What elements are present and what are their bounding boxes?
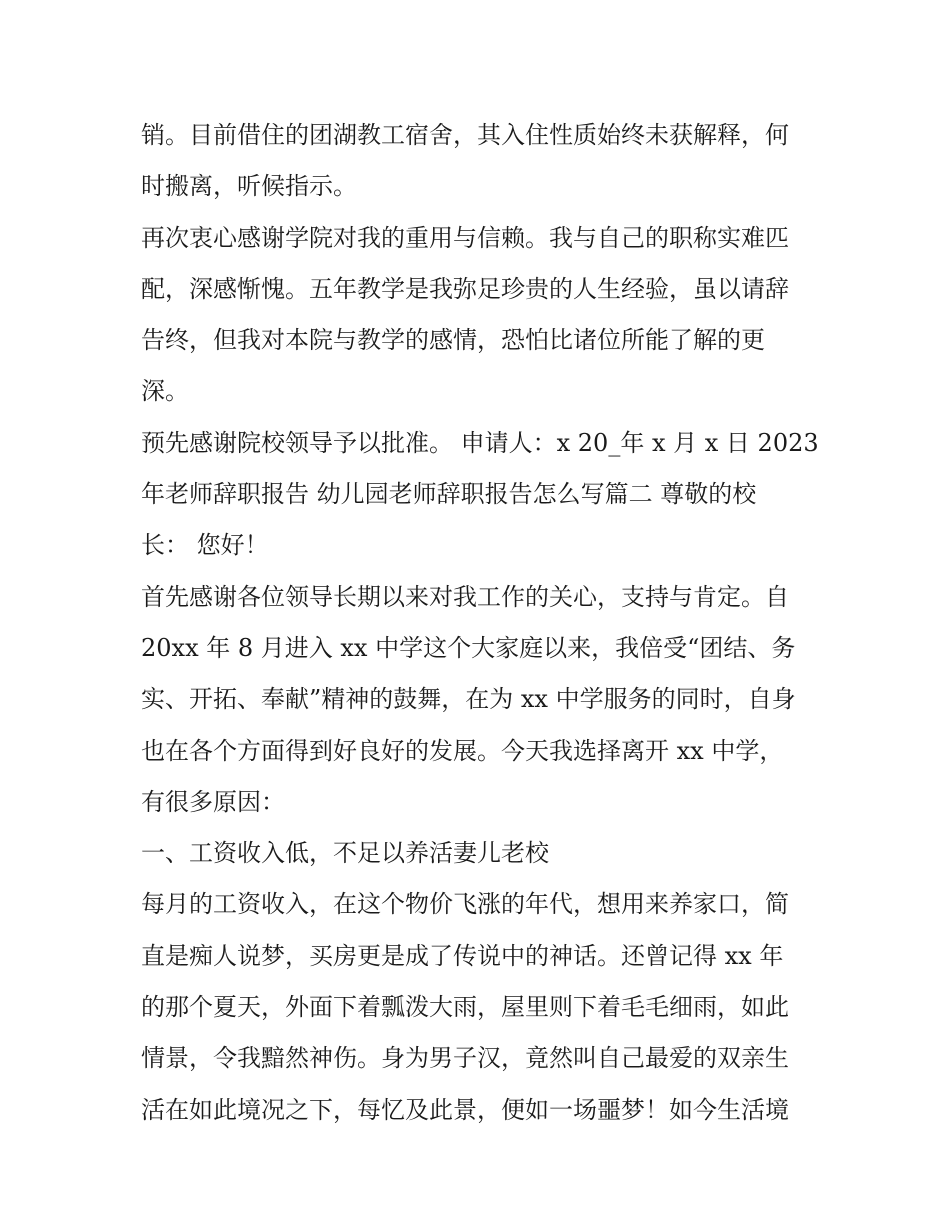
text-line: 配，深感惭愧。五年教学是我弥足珍贵的人生经验，虽以请辞 <box>141 274 789 303</box>
text-line: 直是痴人说梦，买房更是成了传说中的神话。还曾记得 xx 年 <box>141 941 784 970</box>
text-line: 情景，令我黯然神伤。身为男子汉，竟然叫自己最爱的双亲生 <box>141 1044 789 1073</box>
text-line: 深。 <box>141 377 189 406</box>
text-line: 的那个夏天，外面下着瓢泼大雨，屋里则下着毛毛细雨，如此 <box>141 993 789 1022</box>
text-line: 时搬离，听候指示。 <box>141 172 357 201</box>
text-line: 告终，但我对本院与教学的感情，恐怕比诸位所能了解的更 <box>141 326 765 355</box>
text-line: 实、开拓、奉献”精神的鼓舞，在为 xx 中学服务的同时，自身 <box>141 685 796 714</box>
text-line: 一、工资收入低，不足以养活妻儿老校 <box>141 839 549 868</box>
text-line: 有很多原因： <box>141 787 285 816</box>
text-line: 也在各个方面得到好良好的发展。今天我选择离开 xx 中学， <box>141 736 784 765</box>
text-line: 再次衷心感谢学院对我的重用与信赖。我与自己的职称实难匹 <box>141 223 789 252</box>
document-body <box>141 110 819 1136</box>
text-line: 长： 您好！ <box>141 531 269 560</box>
text-line: 首先感谢各位领导长期以来对我工作的关心，支持与肯定。自 <box>141 582 789 611</box>
text-line: 年老师辞职报告 幼儿园老师辞职报告怎么写篇二 尊敬的校 <box>141 480 757 509</box>
text-line: 每月的工资收入，在这个物价飞涨的年代，想用来养家口，简 <box>141 890 789 919</box>
text-line: 销。目前借住的团湖教工宿舍，其入住性质始终未获解释，何 <box>141 121 789 149</box>
text-line: 预先感谢院校领导予以批准。 申请人：x 20_年 x 月 x 日 2023 <box>141 428 819 457</box>
text-line: 活在如此境况之下，每忆及此景，便如一场噩梦！如今生活境 <box>141 1095 789 1124</box>
text-line: 20xx 年 8 月进入 xx 中学这个大家庭以来，我倍受“团结、务 <box>141 633 796 662</box>
